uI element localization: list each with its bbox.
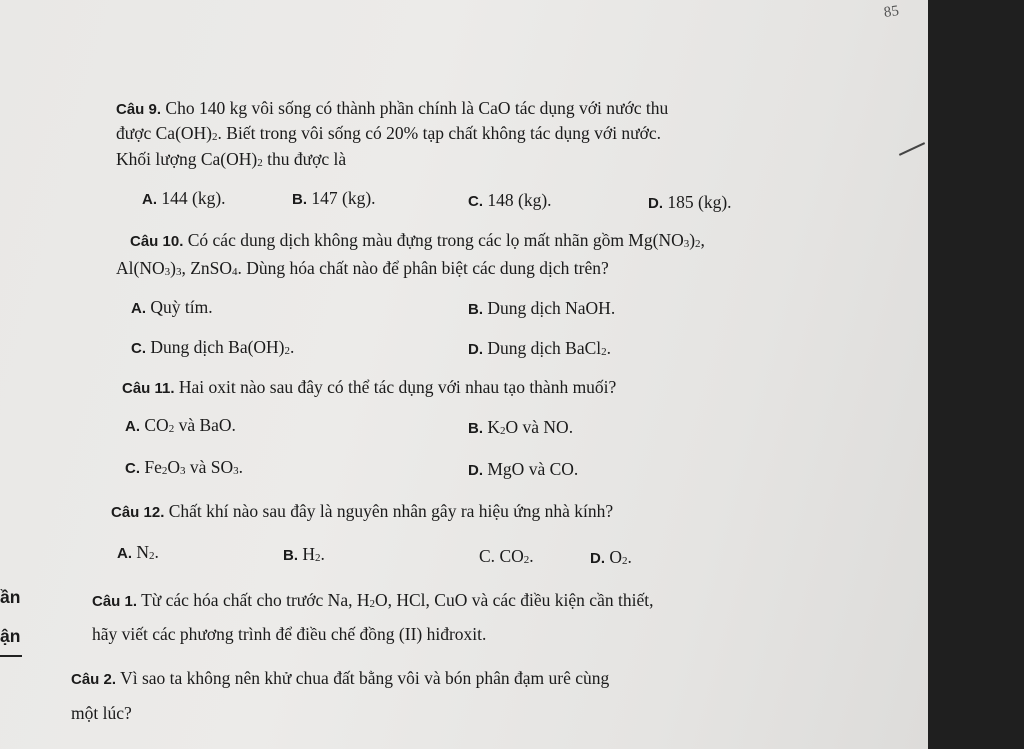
q10-option-c: C. Dung dịch $Ba(OH)_2$. [131, 337, 295, 357]
q9-line3: Khối lượng $Ca(OH)_2$ thu được là [116, 149, 347, 169]
q9-option-b: B. 147 (kg). [292, 188, 376, 208]
q10-line1: Câu 10. Có các dung dịch không màu đựng trong các lọ mất nhãn gồm $Mg(NO_3)_2$, [130, 230, 705, 250]
background-shadow [928, 0, 1024, 749]
q9-option-d: D. 185 (kg). [648, 192, 732, 212]
pencil-mark [899, 142, 925, 156]
q11-option-d: D. MgO và CO. [468, 459, 579, 479]
q10-label: Câu 10. [130, 233, 184, 250]
margin-underline [0, 655, 22, 657]
q12-option-b: B. $H_2$. [283, 544, 325, 564]
page-number: 85 [882, 3, 900, 21]
q11-label: Câu 11. [122, 380, 175, 397]
q11-option-b: B. $K_2O$ và NO. [468, 417, 574, 437]
q11-option-a: A. $CO_2$ và BaO. [125, 415, 236, 435]
q9-line2: được $Ca(OH)_2$. Biết trong vôi sống có 20% tạp chất không tác dụng với nước. [116, 123, 662, 143]
p2-line2: một lúc? [71, 703, 132, 723]
q10-option-d: D. Dung dịch BaCl$_2$. [468, 338, 611, 358]
q10-line2: $Al(NO_3)_3$, ZnSO$_4$. Dùng hóa chất nào để phân biệt các dung dịch trên? [116, 258, 609, 278]
p2-line1: Câu 2. Vì sao ta không nên khử chua đất bằng vôi và bón phân đạm urê cùng [71, 668, 610, 688]
q10-option-b: B. Dung dịch NaOH. [468, 298, 616, 318]
p1-label: Câu 1. [92, 593, 138, 610]
p2-label: Câu 2. [71, 671, 117, 688]
q9-option-a: A. 144 (kg). [142, 188, 226, 208]
q12-option-d: D. $O_2$. [590, 547, 632, 567]
q9-label: Câu 9. [116, 101, 162, 118]
q11-option-c: C. $Fe_2O_3$ và $SO_3$. [125, 457, 244, 477]
p1-line1: Câu 1. Từ các hóa chất cho trước Na, $H_2O$, HCl, CuO và các điều kiện cần thiết, [92, 590, 654, 610]
q9-option-c: C. 148 (kg). [468, 190, 552, 210]
q12-question: Câu 12. Chất khí nào sau đây là nguyên nhân gây ra hiệu ứng nhà kính? [111, 501, 614, 521]
q10-option-a: A. Quỳ tím. [131, 297, 213, 317]
q11-question: Câu 11. Hai oxit nào sau đây có thể tác dụng với nhau tạo thành muối? [122, 377, 617, 397]
q9-line1: Câu 9. Cho 140 kg vôi sống có thành phần chính là CaO tác dụng với nước thu [116, 98, 669, 118]
margin-fragment-2: ận [0, 626, 21, 646]
q12-label: Câu 12. [111, 504, 165, 521]
q12-option-a: A. $N_2$. [117, 542, 159, 562]
q12-option-c: C. $CO_2$. [479, 546, 534, 566]
p1-line2: hãy viết các phương trình để điều chế đồng (II) hiđroxit. [92, 624, 487, 644]
margin-fragment-1: ần [0, 587, 21, 607]
